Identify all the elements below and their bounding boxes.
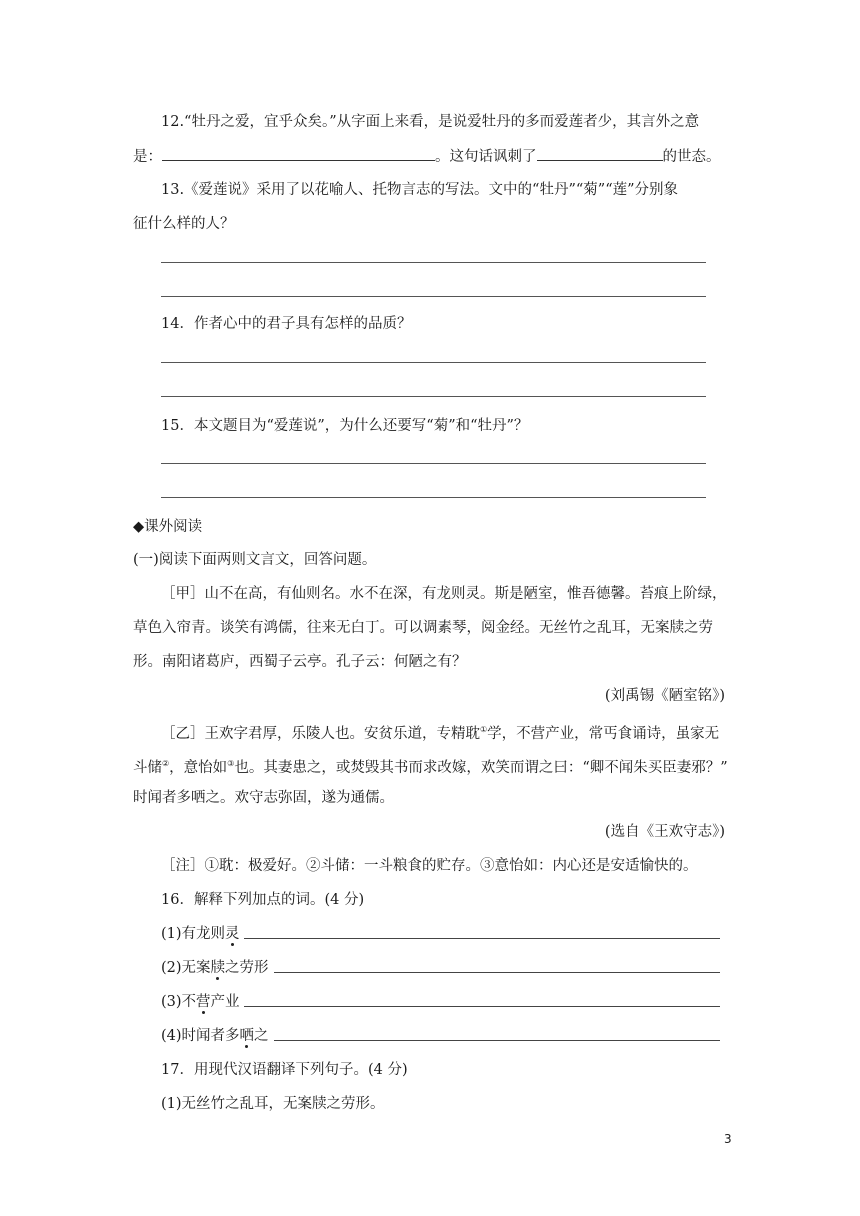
q16-item-3-answer-line[interactable] [244,1006,720,1007]
q16-item-4-prefix: (4)时闻者多 [161,1028,240,1044]
yi-line1-part2: 学，不营产业，常丐食诵诗，虽家无 [487,725,720,742]
q12-blank-2[interactable] [537,146,663,161]
page-number: 3 [724,1132,732,1146]
q12-line2-suffix: 的世态。 [662,149,721,165]
q12-blank-1[interactable] [162,146,435,161]
yi-line2-part2: ，意怡如 [169,759,228,776]
q16-item-2-dotted-word: 牍 [210,960,226,976]
yi-source: (选自《王欢守志》) [604,824,725,840]
q16-item-4-suffix: 之 [254,1028,269,1044]
q16-item-1-prefix: (1)有龙则 [161,926,226,942]
yi-line2-part3: 也。其妻患之，或焚毁其书而求改嫁，欢笑而谓之曰：“卿不闻朱买臣妻邪？” [234,759,728,776]
q16-item-4 [161,1026,269,1046]
q13-line2: 征什么样的人？ [133,216,235,232]
q16-item-4-answer-line[interactable] [274,1040,720,1041]
footnote-marker-2: ② [162,759,170,768]
jia-line2: 草色入帘青。谈笑有鸿儒，往来无白丁。可以调素琴，阅金经。无丝竹之乱耳，无案牍之劳 [133,620,713,636]
section-intro: (一)阅读下面两则文言文，回答问题。 [133,552,377,568]
footnote-marker-1: ① [480,725,488,734]
q17-item-1: (1)无丝竹之乱耳，无案牍之劳形。 [161,1096,385,1112]
yi-line3: 时闻者多哂之。欢守志弥固，遂为通儒。 [133,790,394,806]
q16-item-2 [161,958,269,978]
q16-title: 16．解释下列加点的词。(4 分) [161,892,365,908]
q16-item-3-prefix: (3)不 [161,994,197,1010]
q16-item-2-suffix: 之劳形 [225,960,269,976]
q14-answer-line-1[interactable] [161,362,706,363]
q17-title: 17．用现代汉语翻译下列句子。(4 分) [161,1062,408,1078]
yi-line2 [133,754,728,778]
q12-line2-middle: 。这句话讽刺了 [435,149,537,165]
q13-answer-line-2[interactable] [161,296,706,297]
q16-item-1 [161,924,240,944]
q16-item-3-dotted-word: 营 [196,994,211,1010]
yi-line1-part1: ［乙］王欢字君厚，乐陵人也。安贫乐道，专精耽 [161,725,480,742]
q16-item-1-answer-line[interactable] [244,938,720,939]
q15-answer-line-2[interactable] [161,497,706,498]
q16-item-1-dotted-word: 灵 [225,926,240,942]
q12-line2 [133,146,721,167]
q16-item-4-dotted-word: 哂 [239,1028,255,1044]
q15-answer-line-1[interactable] [161,463,706,464]
yi-line2-part1: 斗储 [133,759,162,776]
q12-line1: 12.“牡丹之爱，宜乎众矣。”从字面上来看，是说爱牡丹的多而爱莲者少，其言外之意 [161,114,700,130]
q16-item-3 [161,992,240,1012]
section-heading: ◆课外阅读 [133,519,203,535]
jia-source: (刘禹锡《陋室铭》) [604,688,725,704]
annotation-notes: ［注］①耽：极爱好。②斗储：一斗粮食的贮存。③意怡如：内心还是安适愉快的。 [161,858,698,874]
footnote-marker-3: ③ [227,759,235,768]
q14-line1: 14．作者心中的君子具有怎样的品质？ [161,316,412,332]
q13-line1: 13.《爱莲说》采用了以花喻人、托物言志的写法。文中的“牡丹”“菊”“莲”分别象 [161,182,679,198]
q16-item-3-suffix: 产业 [210,994,240,1010]
q13-answer-line-1[interactable] [161,262,706,263]
q16-item-2-answer-line[interactable] [274,972,720,973]
q16-item-2-prefix: (2)无案 [161,960,211,976]
jia-line1: ［甲］山不在高，有仙则名。水不在深，有龙则灵。斯是陋室，惟吾德馨。苔痕上阶绿， [161,586,727,602]
q15-line1: 15．本文题目为“爱莲说”，为什么还要写“菊”和“牡丹”？ [161,418,529,434]
yi-line1 [161,720,719,744]
q12-line2-prefix: 是： [133,149,162,165]
q14-answer-line-2[interactable] [161,396,706,397]
jia-line3: 形。南阳诸葛庐，西蜀子云亭。孔子云：何陋之有？ [133,654,467,670]
